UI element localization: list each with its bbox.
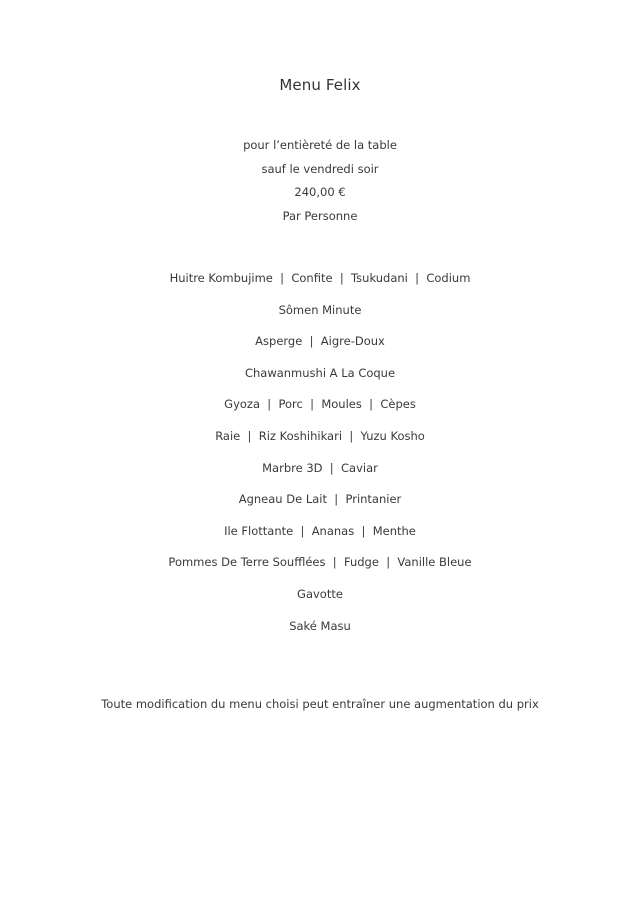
course-item: Gyoza | Porc | Moules | Cèpes	[224, 397, 416, 412]
course-item: Asperge | Aigre-Doux	[255, 334, 385, 349]
menu-footer-note: Toute modification du menu choisi peut entraîner une augmentation du prix	[101, 697, 539, 711]
course-item: Huitre Kombujime | Confite | Tsukudani | Codium	[169, 271, 471, 285]
course-item: Marbre 3D | Caviar	[262, 460, 378, 475]
course-item: Agneau De Lait | Printanier	[238, 492, 402, 507]
menu-title: Menu Felix	[279, 76, 361, 94]
course-item: Chawanmushi A La Coque	[244, 365, 396, 380]
intro-table-line: pour l’entièreté de la table	[243, 138, 397, 152]
intro-per-person: Par Personne	[282, 208, 358, 223]
intro-price: 240,00 €	[294, 185, 346, 199]
course-item: Sômen Minute	[278, 302, 362, 317]
course-item: Pommes De Terre Soufflées | Fudge | Vanille Bleue	[168, 555, 472, 570]
menu-intro	[0, 136, 640, 230]
course-item: Ile Flottante | Ananas | Menthe	[224, 523, 416, 538]
course-list	[0, 269, 640, 648]
course-item: Saké Masu	[289, 618, 351, 633]
course-item: Gavotte	[297, 586, 343, 601]
intro-friday-line: sauf le vendredi soir	[261, 161, 379, 176]
course-item: Raie | Riz Koshihikari | Yuzu Kosho	[215, 428, 425, 443]
